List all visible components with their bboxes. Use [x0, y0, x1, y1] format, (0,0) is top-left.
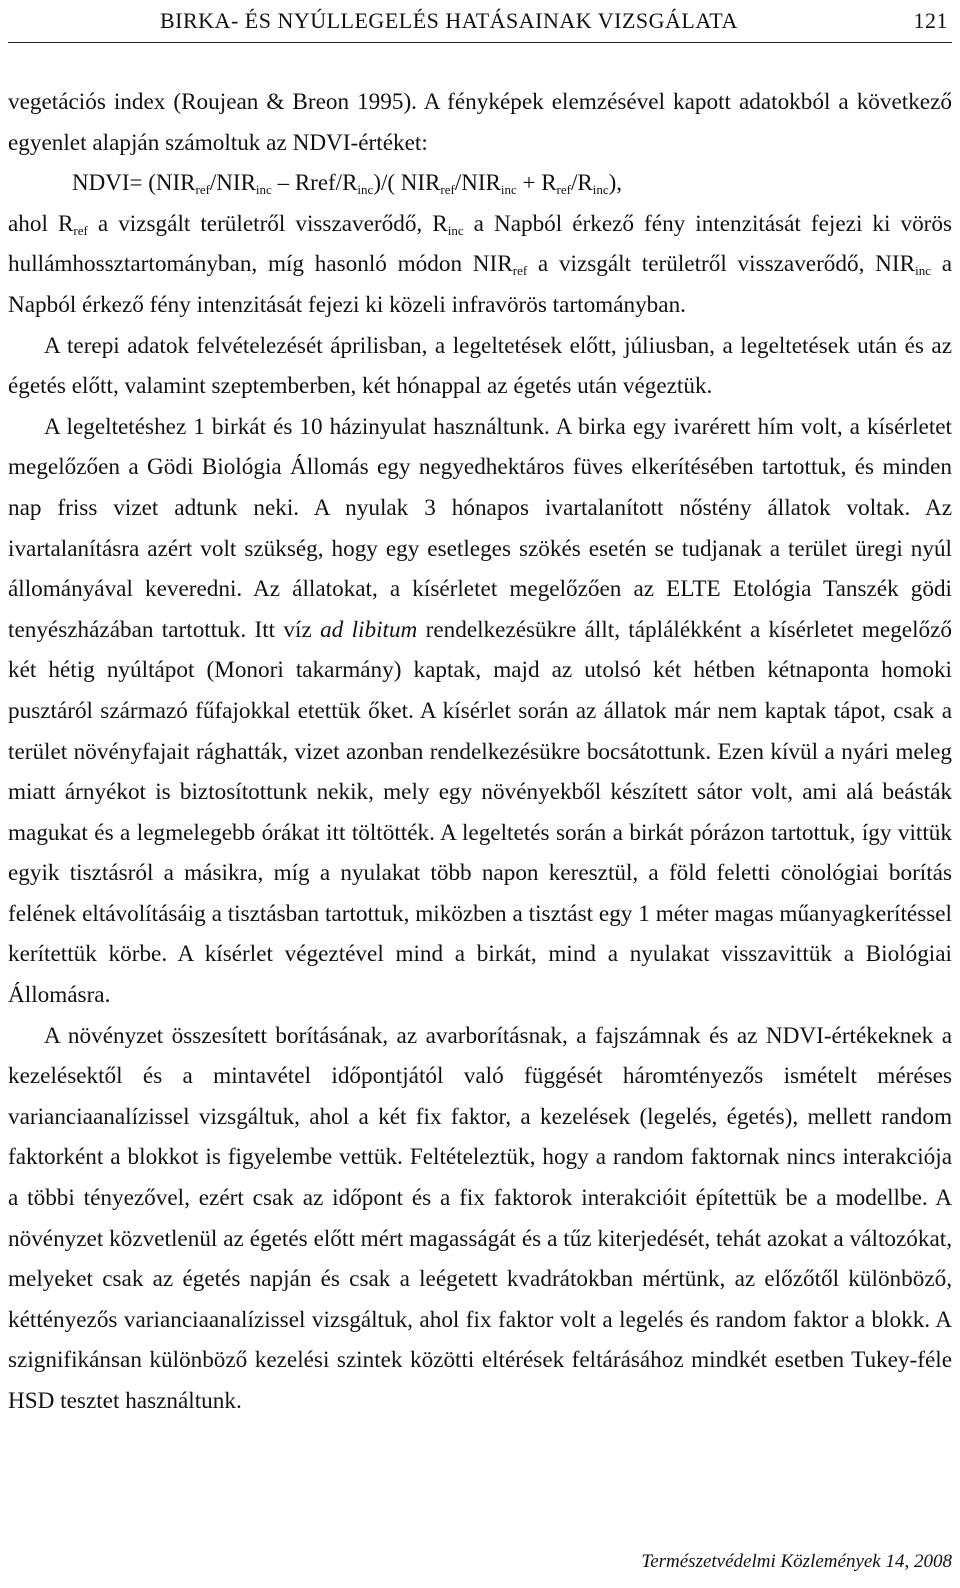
grazing-paragraph — [8, 407, 952, 1016]
ndvi-equation — [8, 163, 952, 204]
eq-plus-r: + R — [516, 170, 557, 196]
grazing-text: rendelkezésükre állt, táplálékként a kísérletet megelőző két hétig nyúltápot (Monori takarmány) kaptak, majd az utolsó két hétben kétnaponta homoki pusztáról származó fűfajokkal etettük őket. A kísérlet során az állatok már nem kaptak tápot, csak a terület növényfajait rághatták, vizet azonban rendelkezésükre bocsátottunk. Ezen kívül a nyári meleg miatt árnyékot is biztosítottunk nekik, mely egy növényekből készített sátor volt, ami alá beásták magukat és a legmelegebb órákat itt töltötték. A legeltetés során a birkát pórázon tartottuk, így vittük egyik tisztásról a másikra, míg a nyulakat több napon keresztül, a föld feletti cönológiai borítás felének eltávolításáig a tisztásban tartottuk, miközben a tisztást egy 1 méter magas műanyagkerítéssel kerítettük körbe. A kísérlet végeztével mind a birkát, mind a nyulakat visszavittük a Biológiai Állomásra. — [8, 616, 953, 1009]
eq-close-open: )/( NIR — [373, 170, 441, 196]
running-title: BIRKA- ÉS NYÚLLEGELÉS HATÁSAINAK VIZSGÁLATA — [160, 8, 738, 33]
intro-paragraph: vegetációs index (Roujean & Breon 1995). A fényképek elemzésével kapott adatokból a következő egyenlet alapján számoltuk az NDVI-értéket: — [8, 89, 952, 156]
eq-sub-inc: inc — [592, 182, 609, 198]
defs-text: a vizsgált területről visszaverődő, NIR — [527, 251, 916, 278]
eq-end: ), — [608, 170, 623, 196]
grazing-text: A legeltetéshez 1 birkát és 10 házinyulat használtunk. A birka egy ivarérett hím volt, a kísérletet megelőzően a Gödi Biológia Állomás egy negyedhektáros füves elkerítésében tartottuk, és minden nap friss vizet adtunk neki. A nyulak 3 hónapos ivartalanított nőstény állatok voltak. Az ivartalanításra azért volt szükség, hogy egy esetleges szökés esetén se tudjanak a terület üregi nyúl állományával keveredni. Az állatokat, a kísérletet megelőzően az ELTE Etológia Tanszék gödi tenyészházában tartottuk. Itt víz — [8, 413, 952, 643]
statistics-paragraph: A növényzet összesített borításának, az avarborításnak, a fajszámnak és az NDVI-értékeknek a kezelésektől és a mintavétel időpontjától való függését háromtényezős ismételt méréses varianciaanalízissel vizsgáltuk, ahol a két fix faktor, a kezelések (legelés, égetés), mellett random faktorként a blokkot is figyelembe vettük. Feltételeztük, hogy a random faktornak nincs interakciója a többi tényezővel, ezért csak az időpont és a fix faktorok interakcióit építettük be a modellbe. A növényzet közvetlenül az égetés előtt mért magasságát és a tűz kiterjedését, tehát azokat a változókat, melyeket csak az égetés napján és csak a leégetett kvadrátokban mértünk, az előzőtől különböző, kéttényezős varianciaanalízissel vizsgáltuk, ahol fix faktor volt a legelés és random faktor a blokk. A szignifikánsan különböző kezelési szintek közötti eltérések feltárásához mindkét esetben Tukey-féle HSD tesztet használtunk. — [8, 1022, 952, 1414]
eq-sub-ref: ref — [440, 182, 455, 198]
eq-sub-ref: ref — [195, 182, 210, 198]
definitions-paragraph — [8, 204, 952, 326]
defs-text: a vizsgált területről visszaverődő, R — [87, 210, 448, 237]
defs-text: a Napból érkező fény intenzitását fejezi ki vörös hullámhossztartományban, míg hasonló módon NIR — [8, 210, 953, 278]
article-body — [8, 82, 952, 1422]
eq-slash-nir: /NIR — [209, 170, 256, 196]
sub-ref: ref — [512, 263, 528, 279]
page-number: 121 — [913, 8, 948, 33]
eq-lhs: NDVI= (NIR — [72, 170, 196, 196]
eq-sub-inc: inc — [500, 182, 517, 198]
eq-slash-r: /R — [570, 170, 593, 196]
sub-ref: ref — [73, 222, 88, 238]
sub-inc: inc — [447, 222, 464, 238]
defs-text: a Napból érkező fény intenzitását fejezi ki közeli infravörös tartományban. — [8, 251, 953, 318]
eq-sub-inc: inc — [357, 182, 374, 198]
field-data-paragraph: A terepi adatok felvételezését áprilisban, a legeltetések előtt, júliusban, a legeltetések után és az égetés előtt, valamint szeptemberben, két hónappal az égetés után végeztük. — [8, 332, 952, 400]
eq-slash-nir: /NIR — [454, 170, 501, 196]
journal-footer: Természetvédelmi Közlemények 14, 2008 — [641, 1551, 952, 1572]
running-header — [8, 0, 952, 43]
italic-term: ad libitum — [320, 616, 418, 643]
sub-inc: inc — [915, 263, 931, 279]
eq-sub-ref: ref — [556, 182, 571, 198]
eq-minus-rref: – Rref/R — [271, 170, 358, 196]
eq-sub-inc: inc — [255, 182, 272, 198]
defs-text: ahol R — [8, 210, 74, 237]
